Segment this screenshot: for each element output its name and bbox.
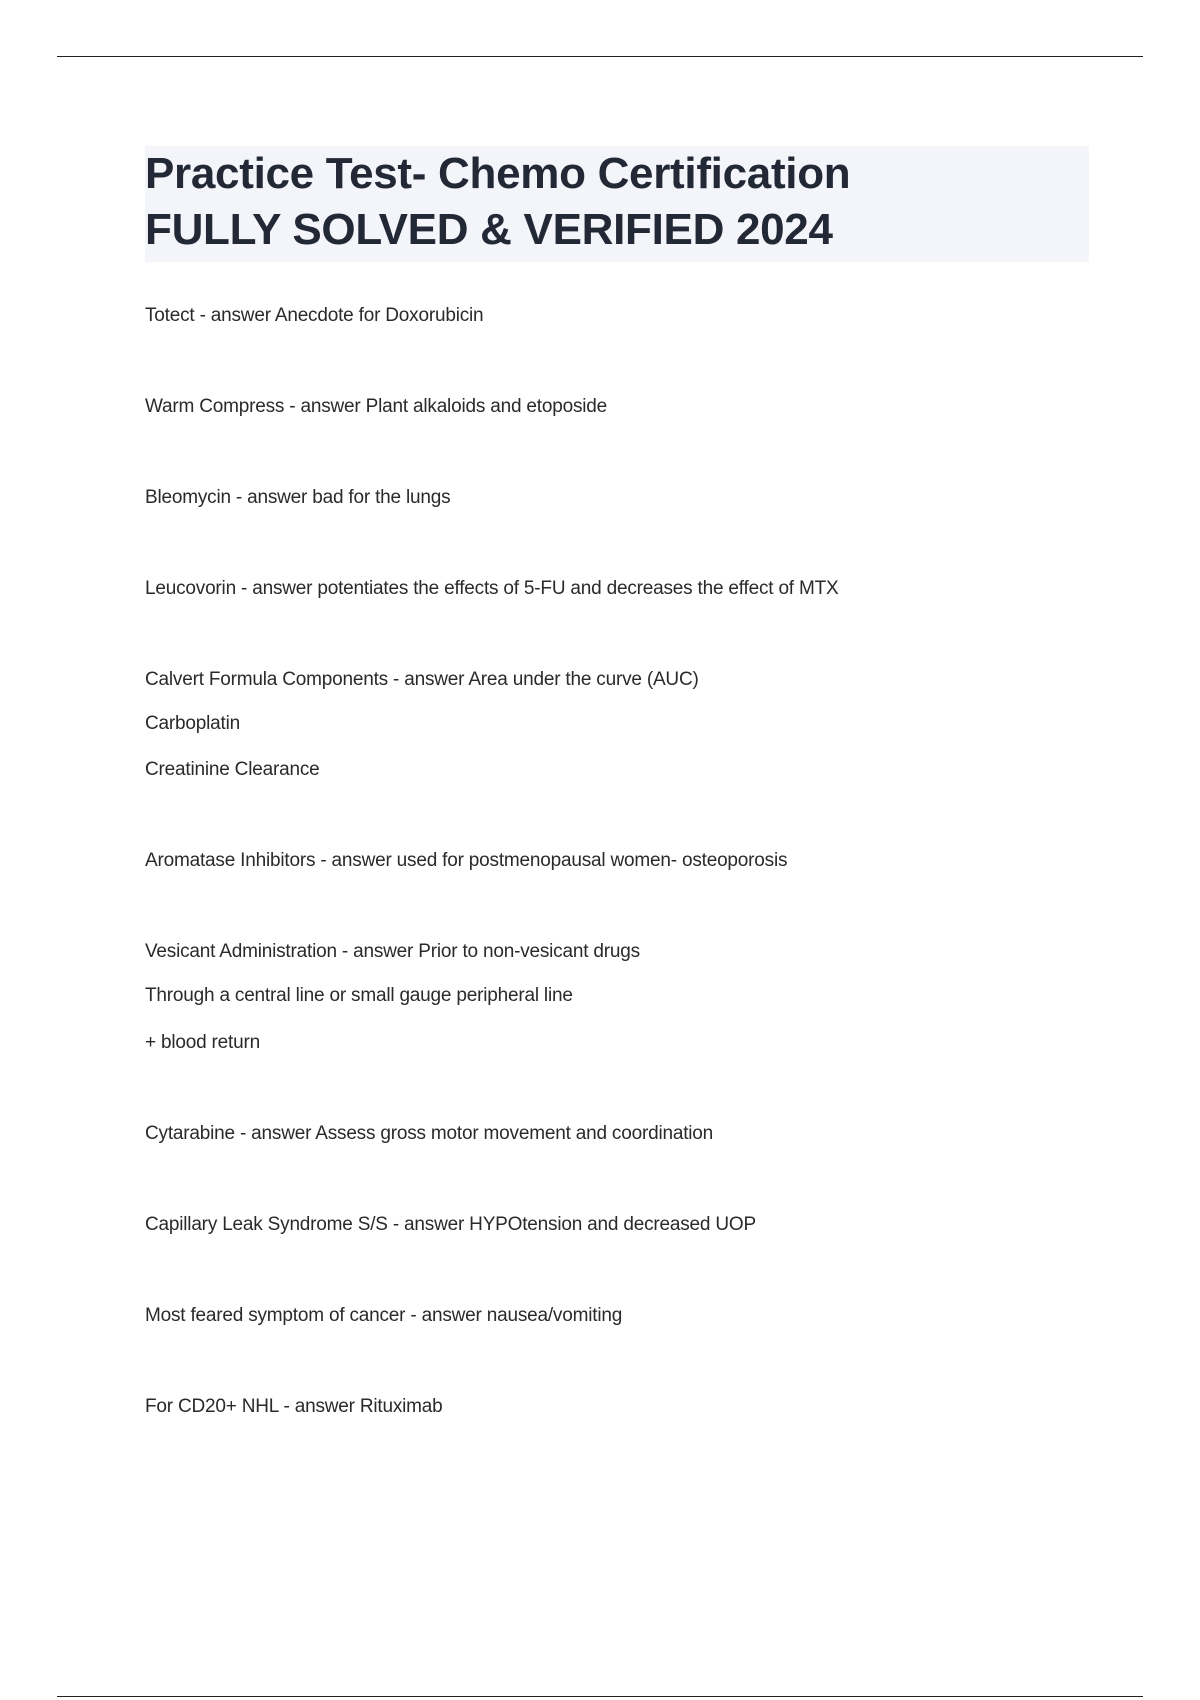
bottom-rule <box>57 1696 1143 1697</box>
top-rule <box>57 56 1143 57</box>
qa-line: Aromatase Inhibitors - answer used for postmenopausal women- osteoporosis <box>145 850 788 871</box>
qa-line: + blood return <box>145 1032 260 1053</box>
qa-line: Capillary Leak Syndrome S/S - answer HYPOtension and decreased UOP <box>145 1214 756 1235</box>
qa-line: Through a central line or small gauge peripheral line <box>145 985 573 1006</box>
qa-line: Cytarabine - answer Assess gross motor movement and coordination <box>145 1123 714 1144</box>
qa-line: Carboplatin <box>145 713 240 734</box>
qa-line: Bleomycin - answer bad for the lungs <box>145 487 451 508</box>
document-title <box>145 146 1089 262</box>
title-line-2: FULLY SOLVED & VERIFIED 2024 <box>145 205 833 254</box>
qa-line: Warm Compress - answer Plant alkaloids and etoposide <box>145 396 607 417</box>
qa-line: Vesicant Administration - answer Prior to non-vesicant drugs <box>145 941 640 962</box>
qa-line: Leucovorin - answer potentiates the effects of 5-FU and decreases the effect of MTX <box>145 578 839 599</box>
qa-line: For CD20+ NHL - answer Rituximab <box>145 1396 443 1417</box>
title-line-1: Practice Test- Chemo Certification <box>145 149 851 198</box>
qa-line: Creatinine Clearance <box>145 759 320 780</box>
qa-line: Totect - answer Anecdote for Doxorubicin <box>145 305 484 326</box>
qa-line: Calvert Formula Components - answer Area under the curve (AUC) <box>145 669 699 690</box>
qa-line: Most feared symptom of cancer - answer nausea/vomiting <box>145 1305 623 1326</box>
